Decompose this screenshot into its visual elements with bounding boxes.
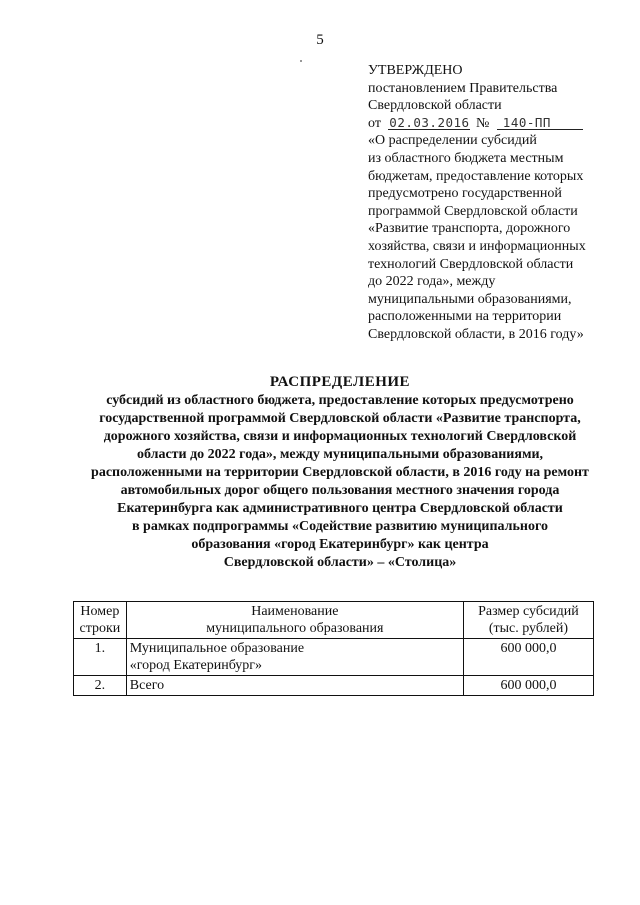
header-text: Номер: [80, 604, 120, 619]
row-number-cell: 2.: [74, 676, 127, 696]
header-row-number: [74, 602, 127, 639]
row-number-cell: 1.: [74, 639, 127, 676]
distribution-table: [73, 601, 594, 696]
title-line: государственной программой Свердловской области «Развитие транспорта,: [99, 411, 581, 426]
table-row: [74, 639, 594, 676]
title-line: субсидий из областного бюджета, предоставление которых предусмотрено: [106, 393, 574, 408]
title-line: Свердловской области» – «Столица»: [223, 555, 457, 570]
approval-subject-line: «О распределении субсидий: [368, 133, 537, 149]
approval-line: постановлением Правительства: [368, 80, 558, 96]
scan-speck: [300, 60, 302, 62]
number-sign: №: [475, 115, 490, 131]
approval-subject-line: из областного бюджета местным: [368, 150, 564, 166]
header-municipality: [126, 602, 463, 639]
approval-subject-line: предусмотрено государственной: [368, 186, 562, 202]
page-number: 5: [316, 32, 324, 48]
approval-subject-line: «Развитие транспорта, дорожного: [368, 221, 571, 237]
header-text: Размер субсидий: [478, 604, 579, 619]
table-header-row: [74, 602, 594, 639]
cell-text: Муниципальное образование: [129, 641, 305, 656]
handwritten-date: 02.03.2016: [389, 114, 470, 130]
approval-subject-line: до 2022 года», между: [368, 274, 496, 290]
approval-line: УТВЕРЖДЕНО: [368, 63, 463, 78]
approval-line: Свердловской области: [368, 98, 502, 114]
approval-subject-line: расположенными на территории: [368, 309, 562, 325]
handwritten-number: 140-ПП: [497, 116, 583, 130]
approval-subject-line: технологий Свердловской области: [368, 256, 574, 272]
header-text: (тыс. рублей): [488, 621, 569, 636]
title-line: области до 2022 года», между муниципальными образованиями,: [136, 447, 544, 462]
approval-date-line: [368, 115, 618, 133]
header-text: Наименование: [251, 604, 339, 619]
municipality-cell: [126, 639, 463, 676]
cell-text: «город Екатеринбург»: [129, 658, 263, 673]
title-line: Екатеринбурга как административного центра Свердловской области: [117, 501, 563, 516]
approval-subject-line: хозяйства, связи и информационных: [368, 238, 586, 254]
title-heading: РАСПРЕДЕЛЕНИЕ: [269, 374, 411, 390]
header-text: строки: [79, 621, 121, 636]
amount-cell: 600 000,0: [463, 639, 593, 676]
date-prefix: от: [368, 115, 381, 131]
title-line: автомобильных дорог общего пользования местного значения города: [120, 483, 560, 498]
approval-subject-line: программой Свердловской области: [368, 203, 578, 219]
title-line: расположенными на территории Свердловской области, в 2016 году на ремонт: [91, 465, 589, 480]
table-row: [74, 676, 594, 696]
header-subsidy-amount: [463, 602, 593, 639]
approval-subject-line: бюджетам, предоставление которых: [368, 168, 584, 184]
header-text: муниципального образования: [206, 621, 384, 636]
title-line: дорожного хозяйства, связи и информационных технологий Свердловской: [103, 429, 577, 444]
approval-subject-line: Свердловской области, в 2016 году»: [368, 326, 584, 342]
title-line: образования «город Екатеринбург» как центра: [191, 537, 489, 552]
approval-subject-line: муниципальными образованиями,: [368, 291, 572, 307]
document-title: [40, 373, 640, 572]
amount-cell: 600 000,0: [463, 676, 593, 696]
approval-stamp: [368, 62, 618, 344]
municipality-cell: Всего: [126, 676, 463, 696]
title-line: в рамках подпрограммы «Содействие развитию муниципального: [132, 519, 548, 534]
